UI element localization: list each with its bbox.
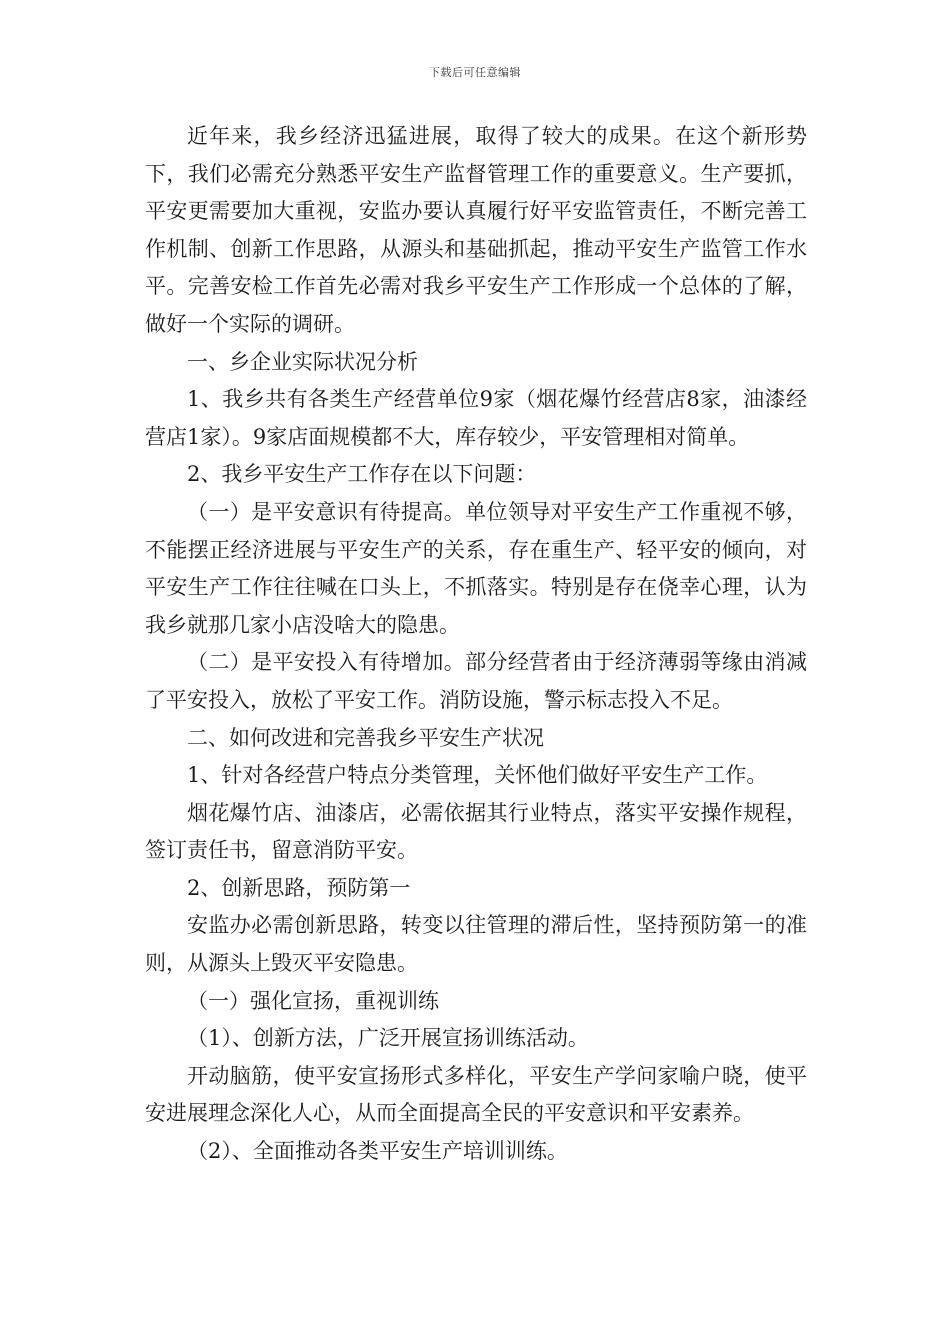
paragraph-item-1: 1、我乡共有各类生产经营单位9家（烟花爆竹经营店8家，油漆经营店1家）。9家店面规模都不大，库存较少，平安管理相对简单。 — [145, 387, 807, 449]
paragraph-sub-1-detail: 开动脑筋，使平安宣扬形式多样化，平安生产学问家喻户晓，使平安进展理念深化人心，从而全面提高全民的平安意识和平安素养。 — [145, 1063, 807, 1126]
section-heading-1: 一、乡企业实际状况分析 — [187, 349, 418, 374]
section-heading-2: 二、如何改进和完善我乡平安生产状况 — [187, 725, 544, 750]
paragraph-problem-1: （一）是平安意识有待提高。单位领导对平安生产工作重视不够，不能摆正经济进展与平安生产的关系，存在重生产、轻平安的倾向，对平安生产工作往往喊在口头上，不抓落实。特别是存在侥幸心理，认为我乡就那几家小店没啥大的隐患。 — [145, 499, 807, 637]
paragraph-item-2: 2、我乡平安生产工作存在以下问题： — [187, 462, 537, 487]
paragraph-problem-2: （二）是平安投入有待增加。部分经营者由于经济薄弱等缘由消减了平安投入，放松了平安工作。消防设施，警示标志投入不足。 — [145, 650, 807, 712]
paragraph-measure-1: 1、针对各经营户特点分类管理，关怀他们做好平安生产工作。 — [187, 763, 768, 788]
paragraph-sub-1: （1）、创新方法，广泛开展宣扬训练活动。 — [187, 1026, 589, 1051]
paragraph-sub-2: （2）、全面推动各类平安生产培训训练。 — [187, 1139, 568, 1164]
paragraph-measure-1-detail: 烟花爆竹店、油漆店，必需依据其行业特点，落实平安操作规程，签订责任书，留意消防平安。 — [145, 800, 807, 863]
header-note: 下载后可任意编辑 — [429, 66, 521, 79]
subheading-publicity: （一）强化宣扬，重视训练 — [187, 988, 439, 1013]
document-body — [145, 118, 807, 1171]
paragraph-measure-2-detail: 安监办必需创新思路，转变以往管理的滞后性，坚持预防第一的准则，从源头上毁灭平安隐患。 — [145, 913, 807, 976]
paragraph-measure-2: 2、创新思路，预防第一 — [187, 875, 411, 900]
paragraph-intro: 近年来，我乡经济迅猛进展，取得了较大的成果。在这个新形势下，我们必需充分熟悉平安生产监督管理工作的重要意义。生产要抓，平安更需要加大重视，安监办要认真履行好平安监管责任，不断完善工作机制、创新工作思路，从源头和基础抓起，推动平安生产监管工作水平。完善安检工作首先必需对我乡平安生产工作形成一个总体的了解，做好一个实际的调研。 — [145, 124, 807, 336]
